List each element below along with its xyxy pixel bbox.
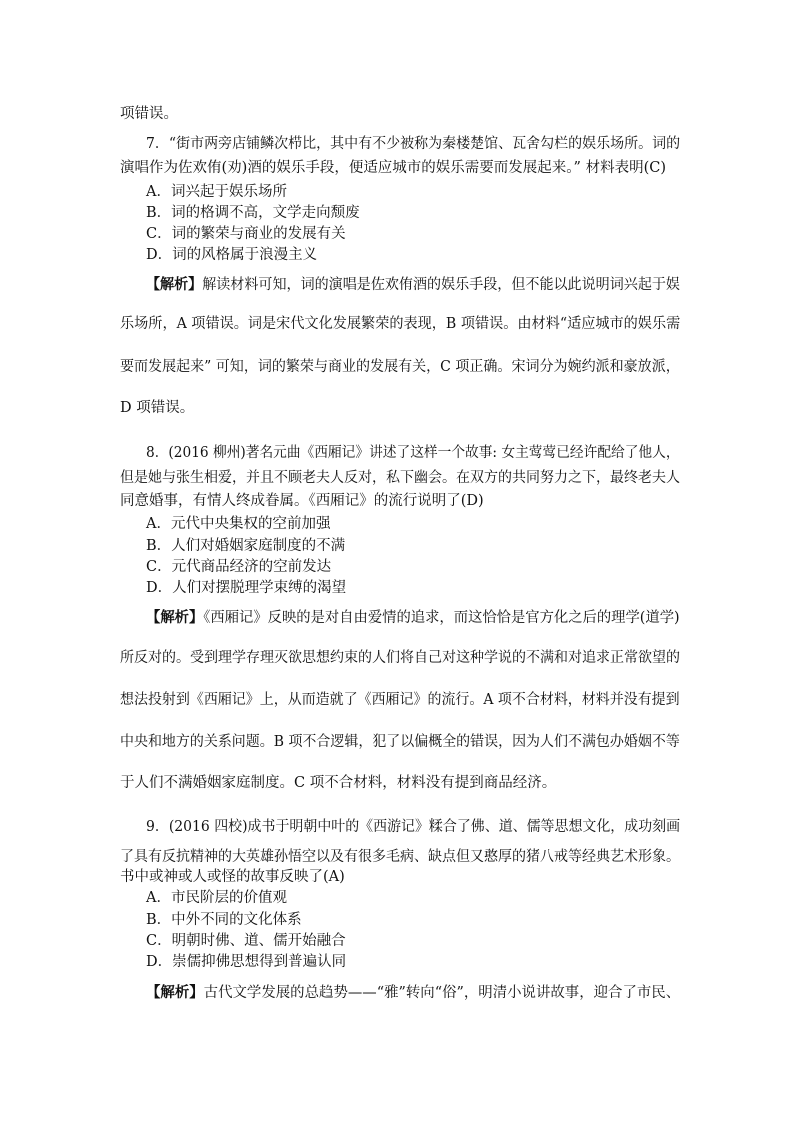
q8-option-a: A．元代中央集权的空前加强 <box>146 516 331 532</box>
q8-option-b: B．人们对婚姻家庭制度的不满 <box>146 538 346 554</box>
q8-analysis-line-4: 中央和地方的关系问题。B 项不合逻辑，犯了以偏概全的错误，因为人们不满包办婚姻不等 <box>120 734 680 750</box>
q9-option-d: D．崇儒抑佛思想得到普遍认同 <box>146 954 347 970</box>
q8-analysis-line-5: 于人们不满婚姻家庭制度。C 项不合材料，材料没有提到商品经济。 <box>120 775 557 791</box>
q9-stem-line-3: 书中或神或人或怪的故事反映了(A) <box>120 869 345 885</box>
q7-stem-line-1: 7．“街市两旁店铺鳞次栉比，其中有不少被称为秦楼楚馆、瓦舍勾栏的娱乐场所。词的 <box>146 136 681 152</box>
q7-analysis-text-1: 解读材料可知，词的演唱是佐欢侑酒的娱乐手段，但不能以此说明词兴起于娱 <box>202 277 680 293</box>
q8-stem-line-3: 同意婚事，有情人终成眷属。《西厢记》的流行说明了(D) <box>120 493 484 509</box>
q9-stem-line-1: 9．(2016 四校)成书于明朝中叶的《西游记》糅合了佛、道、儒等思想文化，成功刻画 <box>146 819 681 835</box>
q8-analysis-line-3: 想法投射到《西厢记》上，从而造就了《西厢记》的流行。A 项不合材料，材料并没有提到 <box>120 692 680 708</box>
q7-option-c: C．词的繁荣与商业的发展有关 <box>146 226 346 242</box>
q8-option-c: C．元代商品经济的空前发达 <box>146 559 332 575</box>
q8-analysis-line-2: 所反对的。受到理学存理灭欲思想约束的人们将自己对这种学说的不满和对追求正常欲望的 <box>120 650 680 666</box>
analysis-tag: 【解析】 <box>146 277 203 293</box>
q8-stem-line-2: 但是她与张生相爱，并且不顾老夫人反对，私下幽会。在双方的共同努力之下，最终老夫人 <box>120 470 680 486</box>
q9-analysis-line-1 <box>146 983 680 1003</box>
q7-analysis-line-1 <box>146 275 680 295</box>
q7-option-b: B．词的格调不高，文学走向颓废 <box>146 205 360 221</box>
q7-option-d: D．词的风格属于浪漫主义 <box>146 247 318 263</box>
q9-stem-line-2: 了具有反抗精神的大英雄孙悟空以及有很多毛病、缺点但又憨厚的猪八戒等经典艺术形象。 <box>120 849 680 865</box>
analysis-tag: 【解析】 <box>146 985 204 1001</box>
q9-option-b: B．中外不同的文化体系 <box>146 912 302 928</box>
q8-analysis-text-1: 《西厢记》反映的是对自由爱情的追求，而这恰恰是官方化之后的理学(道学) <box>203 610 680 626</box>
q8-analysis-line-1 <box>146 608 680 628</box>
q9-analysis-text-1: 古代文学发展的总趋势——“雅”转向“俗”，明清小说讲故事，迎合了市民、 <box>203 985 681 1001</box>
q8-stem-line-1: 8．(2016 柳州)著名元曲《西厢记》讲述了这样一个故事: 女主莺莺已经许配给了他人， <box>146 445 680 461</box>
q9-option-a: A．市民阶层的价值观 <box>146 890 287 906</box>
q7-analysis-line-3: 要而发展起来” 可知，词的繁荣与商业的发展有关，C 项正确。宋词分为婉约派和豪放派， <box>120 359 680 375</box>
q7-analysis-line-4: D 项错误。 <box>120 400 195 416</box>
q6-tail-text: 项错误。 <box>120 106 178 122</box>
q7-stem-line-2: 演唱作为佐欢侑(劝)酒的娱乐手段，便适应城市的娱乐需要而发展起来。” 材料表明(C) <box>120 160 666 176</box>
q9-option-c: C．明朝时佛、道、儒开始融合 <box>146 933 346 949</box>
q8-option-d: D．人们对摆脱理学束缚的渴望 <box>146 580 347 596</box>
q7-analysis-line-2: 乐场所，A 项错误。词是宋代文化发展繁荣的表现，B 项错误。由材料“适应城市的娱乐需 <box>120 316 681 332</box>
analysis-tag: 【解析】 <box>146 610 204 626</box>
q7-option-a: A．词兴起于娱乐场所 <box>146 184 287 200</box>
